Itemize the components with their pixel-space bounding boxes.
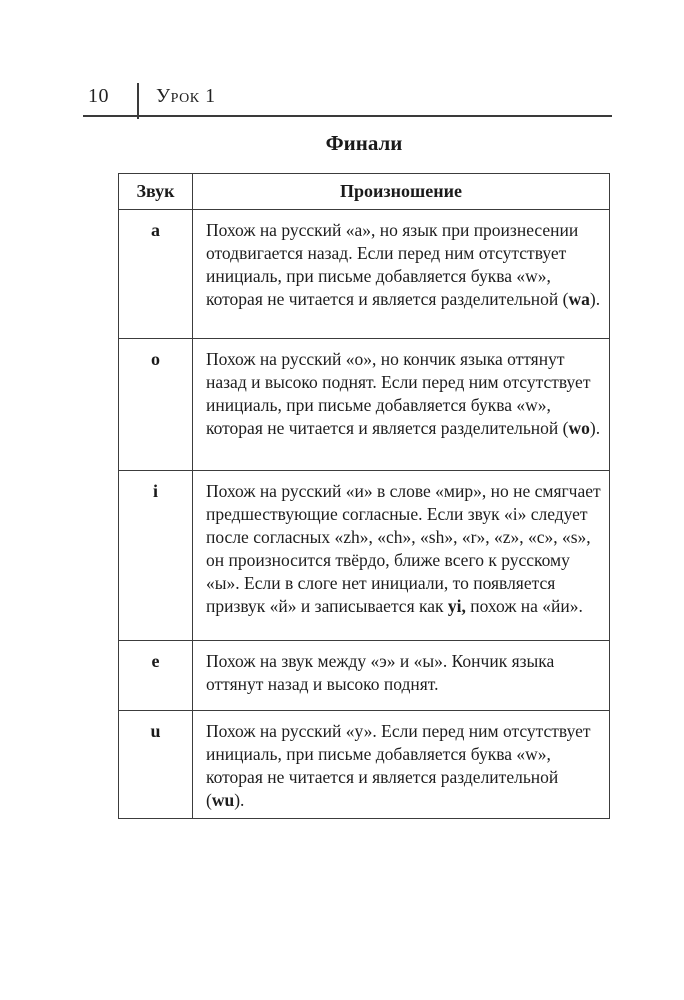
- table-row: [119, 711, 610, 819]
- chapter-label: Урок 1: [156, 85, 216, 107]
- description-cell: Похож на русский «у». Если перед ним отсутствует инициаль, при письме добавляется буква «w», которая не читается и является разделительной (wu).: [193, 711, 610, 819]
- description-cell: Похож на звук между «э» и «ы». Кончик языка оттянут назад и высоко поднят.: [193, 641, 610, 711]
- header-row: [119, 174, 610, 210]
- table-row: [119, 641, 610, 711]
- finals-table-head: [119, 174, 610, 210]
- sound-label: o: [151, 349, 160, 369]
- column-header-pronunciation: Произношение: [193, 174, 610, 210]
- page-number: 10: [88, 85, 109, 107]
- sound-label: a: [151, 220, 160, 240]
- header-horizontal-rule: [83, 115, 612, 117]
- table-row: [119, 339, 610, 471]
- sound-cell: [119, 641, 193, 711]
- sound-cell: [119, 471, 193, 641]
- section-title: Финали: [325, 131, 403, 155]
- finals-table: [118, 173, 610, 819]
- table-row: [119, 210, 610, 339]
- description-cell: Похож на русский «о», но кончик языка оттянут назад и высоко поднят. Если перед ним отсутствует инициаль, при письме добавляется буква «w», которая не читается и является разделительной (wo).: [193, 339, 610, 471]
- sound-label: i: [152, 481, 158, 501]
- column-header-sound: Звук: [119, 174, 193, 210]
- finals-table-body: [119, 210, 610, 819]
- description-cell: Похож на русский «и» в слове «мир», но не смягчает предшествующие согласные. Если звук «i» следует после согласных «zh», «ch», «sh», «r», «z», «c», «s», он произносится твёрдо, ближе всего к русскому «ы». Если в слоге нет инициали, то появляется призвук «й» и записывается как yi, похож на «йи».: [193, 471, 610, 641]
- header-vertical-rule: [137, 83, 139, 119]
- sound-label: e: [151, 651, 160, 671]
- table-row: [119, 471, 610, 641]
- sound-cell: [119, 210, 193, 339]
- sound-label: u: [150, 721, 161, 741]
- description-cell: Похож на русский «а», но язык при произнесении отодвигается назад. Если перед ним отсутствует инициаль, при письме добавляется буква «w», которая не читается и является разделительной (wa).: [193, 210, 610, 339]
- sound-cell: [119, 711, 193, 819]
- sound-cell: [119, 339, 193, 471]
